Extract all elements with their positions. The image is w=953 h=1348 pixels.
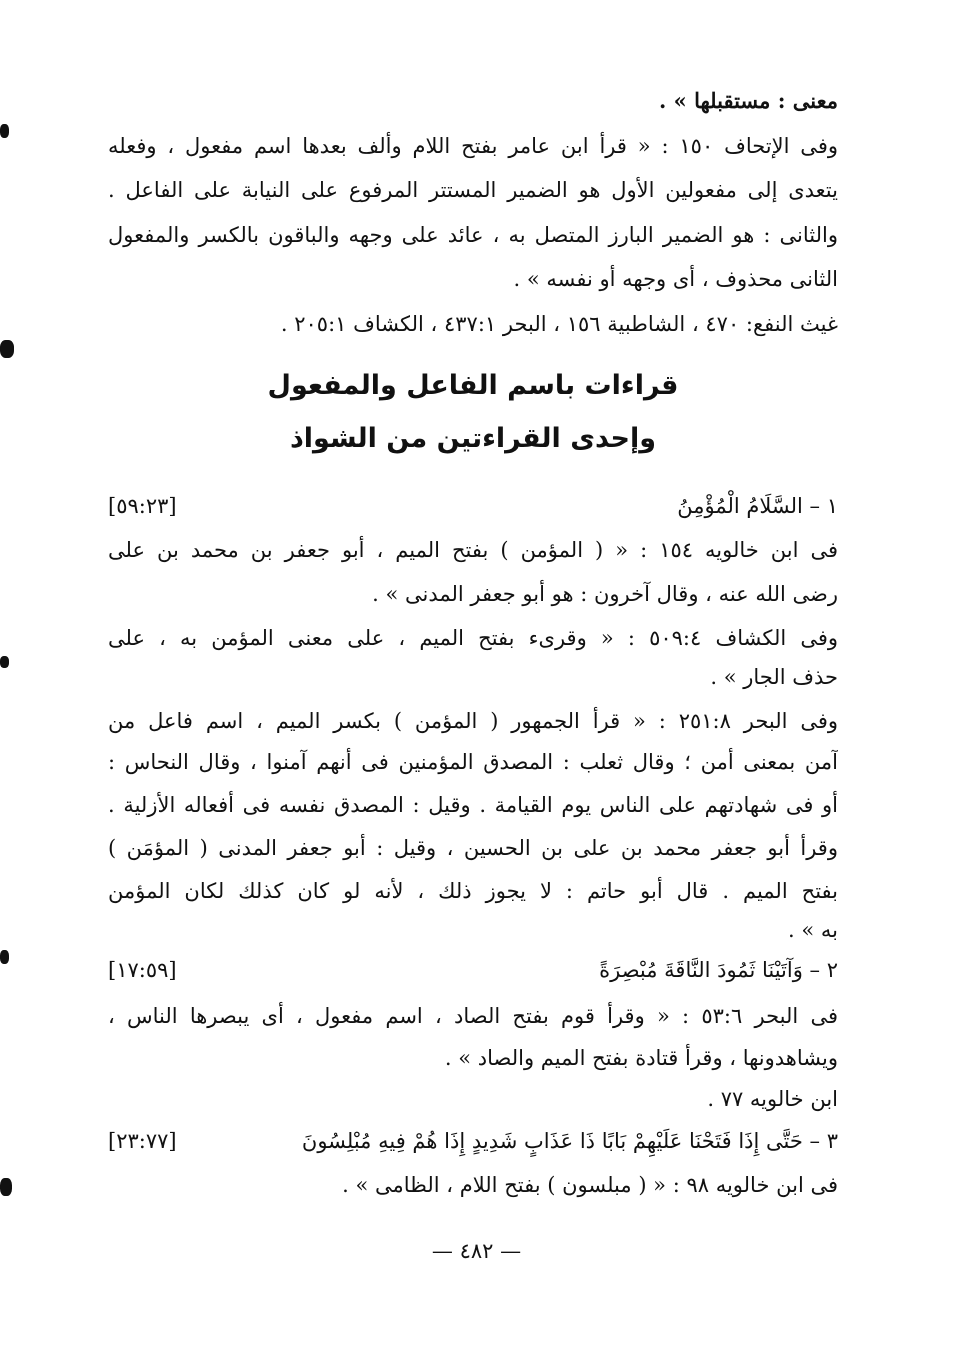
text-line: حذف الجار » . xyxy=(710,665,838,689)
verse-reference: [١٧:٥٩] xyxy=(108,958,177,982)
text-line: والثانى : هو الضمير البارز المتصل به ، عائد على وجهه والباقون بالكسر والمفعول xyxy=(108,223,838,247)
verse-reference: [٢٣:٧٧] xyxy=(108,1129,177,1153)
text-line: وفى الإتحاف ١٥٠ : « قرأ ابن عامر بفتح اللام وألف بعدها اسم مفعول ، وفعله xyxy=(108,134,838,158)
verse-reference: [٥٩:٢٣] xyxy=(108,494,177,518)
reference-line: ابن خالويه ٧٧ . xyxy=(707,1087,838,1111)
verse-text: ١ – السَّلَامُ الْمُؤْمِنُ xyxy=(677,494,838,518)
scan-edge-mark xyxy=(0,656,9,668)
text-line: الثانى محذوف ، أى وجهه أو نفسه » . xyxy=(513,267,838,291)
verse-text: ٢ – وَآتَيْنَا ثَمُودَ النَّاقَةَ مُبْصِرَةً xyxy=(599,958,838,982)
text-line: آمن بمعنى أمن ؛ وقال ثعلب : المصدق المؤمنين فى أنهم آمنوا ، وقال النحاس : xyxy=(108,750,838,774)
scan-edge-mark xyxy=(0,1178,12,1196)
text-line: فى البحر ٥٣:٦ : « وقرأ قوم بفتح الصاد ، اسم مفعول ، أى يبصرها الناس ، xyxy=(108,1004,838,1028)
text-line: أو فى شهادتهم على الناس يوم القيامة . وقيل : المصدق نفسه فى أفعاله الأزلية . xyxy=(108,793,838,817)
section-heading-line-1: قراءات باسم الفاعل والمفعول xyxy=(267,370,679,401)
scan-edge-mark xyxy=(0,950,9,964)
verse-row-2 xyxy=(108,954,838,988)
text-line: رضى الله عنه ، وقال آخرون : هو أبو جعفر المدنى » . xyxy=(372,582,838,606)
scan-edge-mark xyxy=(0,340,14,358)
text-line: فى ابن خالويه ٩٨ : « ( مبلسون ) بفتح اللام ، الظامى » . xyxy=(342,1173,838,1197)
text-line: وفى البحر ٢٥١:٨ : « قرأ الجمهور ( المؤمن ) بكسر الميم ، اسم فاعل من xyxy=(108,709,838,733)
reference-line: غيث النفع: ٤٧٠ ، الشاطبية ١٥٦ ، البحر ٤٣٧:١ ، الكشاف ٢٠٥:١ . xyxy=(280,312,838,336)
text-line: معنى : مستقبلها » . xyxy=(659,88,838,113)
text-line: ويشاهدونها ، وقرأ قتادة بفتح الميم والصاد » . xyxy=(444,1046,838,1070)
verse-row-3 xyxy=(108,1125,838,1159)
text-line: وقرأ أبو جعفر محمد بن على بن الحسين ، وقيل : أبو جعفر المدنى ( المؤمَن ) xyxy=(108,836,838,860)
text-line: به » . xyxy=(788,918,838,942)
text-line: يتعدى إلى مفعولين الأول هو الضمير المستتر المرفوع على النيابة على الفاعل . xyxy=(108,178,838,202)
verse-row-1 xyxy=(108,490,838,524)
text-line: فى ابن خالويه ١٥٤ : « ( المؤمن ) بفتح الميم ، أبو جعفر بن محمد بن على xyxy=(108,538,838,562)
text-line: بفتح الميم . قال أبو حاتم : لا يجوز ذلك ، لأنه لو كان كذلك لكان المؤمن xyxy=(108,879,838,903)
section-heading-line-2: وإحدى القراءتين من الشواذ xyxy=(289,423,657,454)
page-number: — ٤٨٢ — xyxy=(431,1239,522,1263)
scan-edge-mark xyxy=(0,124,9,138)
verse-text: ٣ – حَتَّى إِذَا فَتَحْنَا عَلَيْهِمْ بَابًا ذَا عَذَابٍ شَدِيدٍ إِذَا هُمْ فِيهِ مُبْلِسُونَ xyxy=(301,1129,838,1153)
text-line: وفى الكشاف ٥٠٩:٤ : « وقرىء بفتح الميم ، على معنى المؤمن به ، على xyxy=(108,626,838,650)
